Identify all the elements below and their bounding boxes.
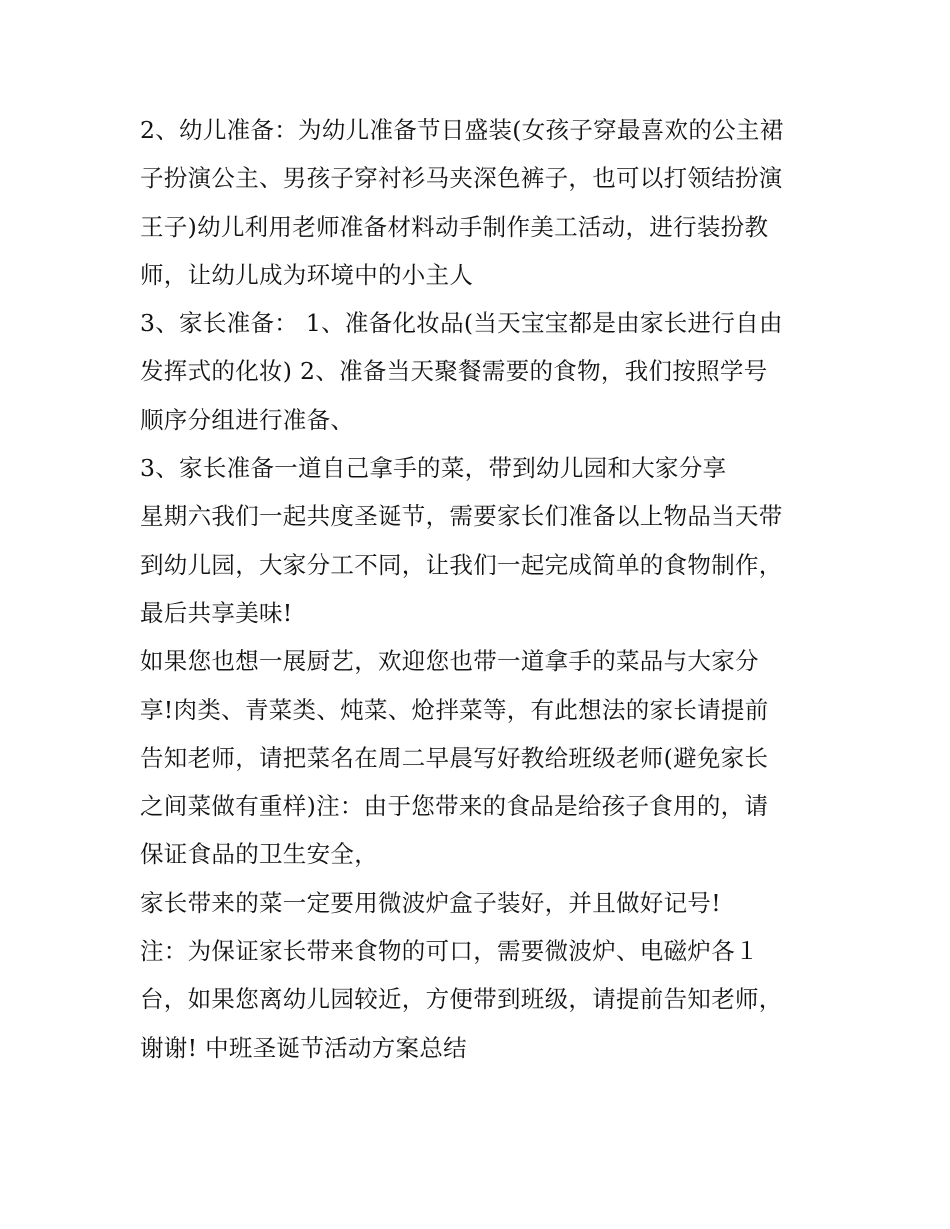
text-line: 台，如果您离幼儿园较近，方便带到班级，请提前告知老师， (140, 985, 783, 1014)
text-line: 王子)幼儿利用老师准备材料动手制作美工活动，进行装扮教 (140, 212, 769, 241)
text-line: 保证食品的卫生安全， (140, 840, 378, 869)
text-line: 家长带来的菜一定要用微波炉盒子装好，并且做好记号! (140, 888, 721, 917)
text-line: 发挥式的化妆) 2、准备当天聚餐需要的食物，我们按照学号 (140, 357, 768, 386)
text-line: 最后共享美味! (140, 598, 293, 627)
text-line: 谢谢! 中班圣诞节活动方案总结 (140, 1033, 467, 1062)
text-line: 顺序分组进行准备、 (140, 405, 355, 434)
text-line: 3、家长准备一道自己拿手的菜，带到幼儿园和大家分享 (140, 454, 727, 483)
text-line: 享!肉类、青菜类、炖菜、炝拌菜等，有此想法的家长请提前 (140, 695, 769, 724)
text-line: 到幼儿园，大家分工不同，让我们一起完成简单的食物制作， (140, 550, 783, 579)
text-line: 如果您也想一展厨艺，欢迎您也带一道拿手的菜品与大家分 (140, 647, 759, 676)
document-body (140, 106, 840, 1072)
text-line: 星期六我们一起共度圣诞节，需要家长们准备以上物品当天带 (140, 502, 783, 531)
text-line: 3、家长准备： 1、准备化妆品(当天宝宝都是由家长进行自由 (140, 309, 783, 338)
text-line: 告知老师，请把菜名在周二早晨写好教给班级老师(避免家长 (140, 743, 769, 772)
text-line: 子扮演公主、男孩子穿衬衫马夹深色裤子，也可以打领结扮演 (140, 164, 783, 193)
text-line: 注：为保证家长带来食物的可口，需要微波炉、电磁炉各１ (140, 937, 759, 966)
text-line: 2、幼儿准备：为幼儿准备节日盛装(女孩子穿最喜欢的公主裙 (140, 116, 784, 144)
text-line: 师，让幼儿成为环境中的小主人 (140, 260, 474, 289)
text-line: 之间菜做有重样)注：由于您带来的食品是给孩子食用的，请 (140, 792, 769, 821)
